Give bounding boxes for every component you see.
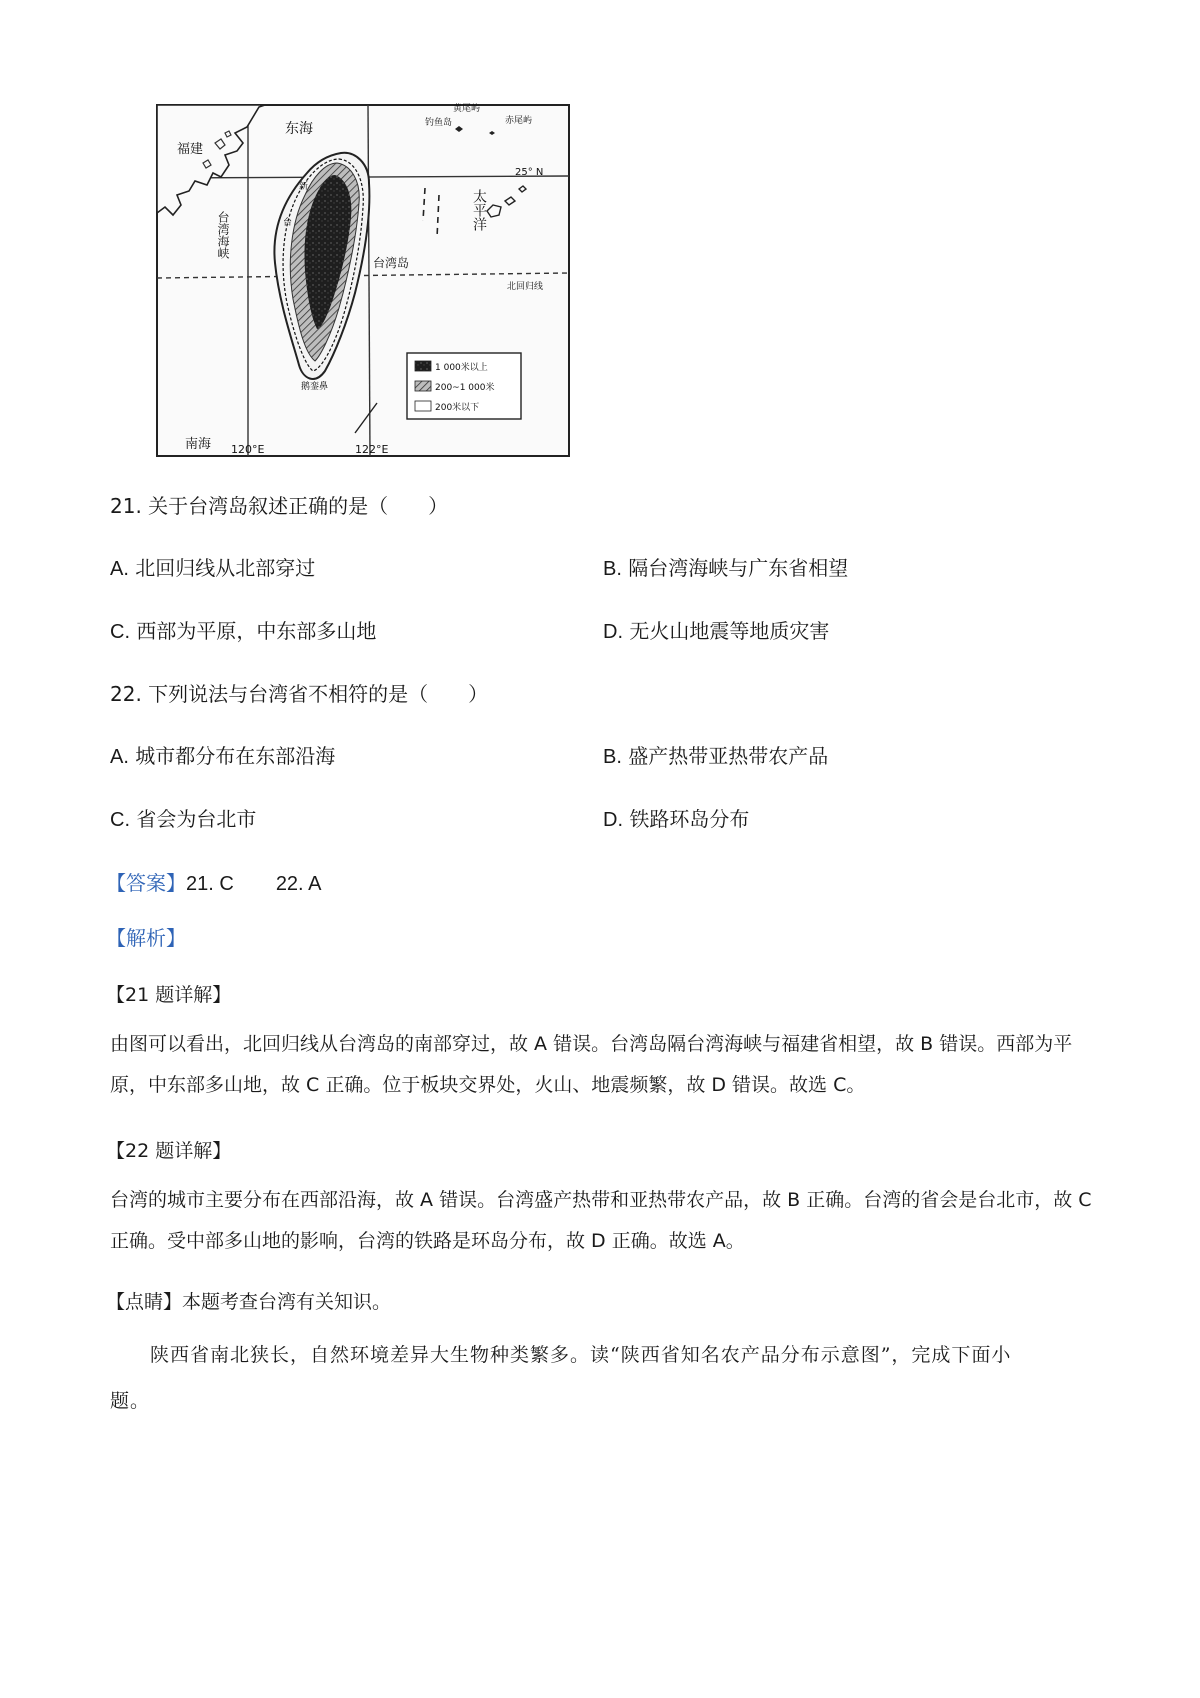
q21-option-a bbox=[110, 552, 315, 581]
legend-label-mid: 200~1 000米 bbox=[435, 383, 495, 393]
answer-21: 21. C bbox=[186, 873, 234, 895]
option-text: 盛产热带亚热带农产品 bbox=[628, 744, 829, 768]
label-fujian: 福建 bbox=[177, 142, 204, 157]
label-pacific: 太平洋 bbox=[471, 189, 487, 231]
q22-stem: 22. 下列说法与台湾省不相符的是（ ） bbox=[110, 682, 489, 706]
label-huangwei: 黄尾屿 bbox=[453, 104, 481, 114]
option-letter: A. bbox=[110, 558, 129, 580]
option-letter: C. bbox=[110, 621, 130, 643]
q22-option-c bbox=[110, 803, 256, 832]
option-letter: D. bbox=[603, 621, 623, 643]
intro-line-2: 题。 bbox=[110, 1390, 151, 1412]
label-lon122: 122°E bbox=[355, 443, 389, 456]
detail-21-text: 由图可以看出，北回归线从台湾岛的南部穿过，故 A 错误。台湾岛隔台湾海峡与福建省相望，故 B 错误。西部为平原，中东部多山地，故 C 正确。位于板块交界处，火山、地震频繁，故 D 错误。故选 C。 bbox=[110, 1033, 1073, 1096]
label-diaoyu: 钓鱼岛 bbox=[425, 118, 453, 128]
detail-21-heading: 【21 题详解】 bbox=[106, 984, 232, 1006]
q21-option-b bbox=[603, 552, 848, 581]
label-chiwei: 赤尾屿 bbox=[505, 116, 533, 126]
q21-option-d bbox=[603, 615, 829, 644]
option-letter: B. bbox=[603, 746, 622, 768]
answer-line bbox=[106, 867, 321, 896]
intro-line-1: 陕西省南北狭长，自然环境差异大生物种类繁多。读“陕西省知名农产品分布示意图”，完成下面小 bbox=[150, 1344, 1012, 1366]
option-text: 铁路环岛分布 bbox=[629, 807, 750, 831]
label-lon120: 120°E bbox=[231, 443, 265, 456]
q22-option-a bbox=[110, 740, 335, 769]
taiwan-map-figure bbox=[155, 103, 571, 458]
option-text: 西部为平原，中东部多山地 bbox=[136, 619, 377, 643]
q21-stem: 21. 关于台湾岛叙述正确的是（ ） bbox=[110, 494, 449, 518]
comment-line: 【点睛】本题考查台湾有关知识。 bbox=[106, 1291, 392, 1313]
taiwan-map-svg bbox=[155, 103, 571, 458]
option-text: 省会为台北市 bbox=[136, 807, 257, 831]
option-text: 隔台湾海峡与广东省相望 bbox=[628, 556, 849, 580]
detail-22-text: 台湾的城市主要分布在西部沿海，故 A 错误。台湾盛产热带和亚热带农产品，故 B 正确。台湾的省会是台北市，故 C 正确。受中部多山地的影响，台湾的铁路是环岛分布，故 D 正确。故选 A。 bbox=[110, 1189, 1092, 1252]
option-text: 北回归线从北部穿过 bbox=[135, 556, 316, 580]
option-letter: A. bbox=[110, 746, 129, 768]
option-letter: D. bbox=[603, 809, 623, 831]
label-eluanbi: 鹅銮鼻 bbox=[301, 382, 329, 392]
q22-option-b bbox=[603, 740, 828, 769]
answer-22: 22. A bbox=[275, 873, 322, 895]
label-donghai: 东海 bbox=[285, 121, 313, 137]
label-lat25: 25° N bbox=[515, 167, 544, 178]
option-letter: C. bbox=[110, 809, 130, 831]
label-taiwan-island: 台湾岛 bbox=[373, 256, 410, 270]
map-legend bbox=[407, 353, 521, 419]
q22-option-d bbox=[603, 803, 749, 832]
label-xin: 新 bbox=[299, 182, 309, 192]
analysis-label: 【解析】 bbox=[106, 926, 186, 950]
label-nanhai: 南海 bbox=[185, 437, 212, 452]
option-text: 无火山地震等地质灾害 bbox=[629, 619, 830, 643]
legend-swatch-mid bbox=[415, 381, 431, 391]
legend-label-low: 200米以下 bbox=[435, 403, 480, 413]
answer-label: 【答案】 bbox=[106, 871, 186, 895]
q21-option-c bbox=[110, 615, 376, 644]
label-tai: 台 bbox=[283, 218, 293, 228]
legend-label-high: 1 000米以上 bbox=[435, 363, 488, 373]
option-text: 城市都分布在东部沿海 bbox=[135, 744, 336, 768]
legend-swatch-high bbox=[415, 361, 431, 371]
detail-22-heading: 【22 题详解】 bbox=[106, 1140, 232, 1162]
legend-swatch-low bbox=[415, 401, 431, 411]
option-letter: B. bbox=[603, 558, 622, 580]
label-taiwan-strait: 台湾海峡 bbox=[216, 211, 230, 259]
label-tropic: 北回归线 bbox=[507, 282, 544, 292]
